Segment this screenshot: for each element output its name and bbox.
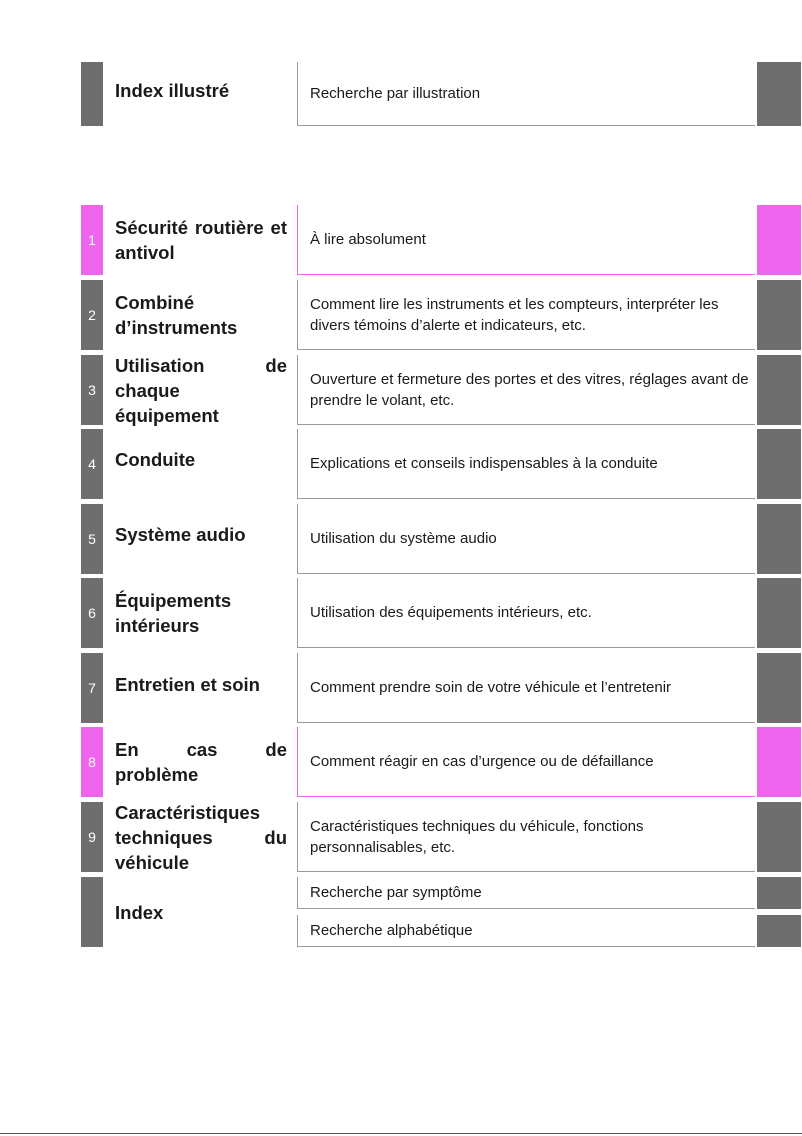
- chapter-title: Combiné d’instruments: [115, 292, 238, 338]
- chapter-edge-tab[interactable]: [757, 504, 801, 574]
- chapter-number-badge: 5: [81, 504, 103, 574]
- chapter-title: Système audio: [115, 524, 246, 545]
- chapter-title: Conduite: [115, 449, 196, 470]
- chapter-row[interactable]: [0, 429, 802, 499]
- chapter-description: Ouverture et fermeture des portes et des vitres, réglages avant de prendre le volant, etc.: [297, 355, 755, 425]
- chapter-description: Utilisation des équipements intérieurs, etc.: [297, 578, 755, 648]
- chapter-edge-tab[interactable]: [757, 653, 801, 723]
- chapter-row[interactable]: [0, 653, 802, 723]
- symptom-edge-tab[interactable]: [757, 877, 801, 909]
- illustrated-index-row[interactable]: [0, 62, 802, 126]
- chapter-row[interactable]: [0, 504, 802, 574]
- chapter-row[interactable]: [0, 727, 802, 797]
- chapter-description: Comment prendre soin de votre véhicule et l’entretenir: [297, 653, 755, 723]
- chapter-row[interactable]: [0, 802, 802, 872]
- chapter-description: Explications et conseils indispensables à la conduite: [297, 429, 755, 499]
- chapter-edge-tab[interactable]: [757, 355, 801, 425]
- chapter-edge-tab[interactable]: [757, 802, 801, 872]
- chapter-row[interactable]: [0, 355, 802, 425]
- illustrated-index-title: Index illustré: [115, 80, 230, 101]
- chapter-description: Comment réagir en cas d’urgence ou de défaillance: [297, 727, 755, 797]
- illustrated-index-description: Recherche par illustration: [297, 62, 755, 126]
- chapter-title: Sécurité routière et antivol: [115, 217, 287, 263]
- chapter-edge-tab[interactable]: [757, 429, 801, 499]
- chapter-title: Caractéristiques techniques du véhicule: [115, 801, 287, 873]
- chapter-number-badge: 6: [81, 578, 103, 648]
- chapter-edge-tab[interactable]: [757, 205, 801, 275]
- chapter-row[interactable]: [0, 578, 802, 648]
- page-bottom-rule: [0, 1133, 802, 1134]
- chapter-number-badge: 3: [81, 355, 103, 425]
- illustrated-index-marker: [81, 62, 103, 126]
- chapter-number-badge: 2: [81, 280, 103, 350]
- chapter-edge-tab[interactable]: [757, 280, 801, 350]
- index-symptom-row[interactable]: [0, 877, 802, 909]
- chapter-title: Équipements intérieurs: [115, 590, 232, 636]
- chapter-number-badge: 8: [81, 727, 103, 797]
- index-alpha-row[interactable]: [0, 915, 802, 947]
- chapter-number-badge: 4: [81, 429, 103, 499]
- chapter-description: Comment lire les instruments et les compteurs, interpréter les divers témoins d’alerte et indicateurs, etc.: [297, 280, 755, 350]
- chapter-number-badge: 9: [81, 802, 103, 872]
- chapter-title: Entretien et soin: [115, 674, 260, 695]
- chapter-title: En cas de problème: [115, 739, 287, 785]
- search-alphabetical[interactable]: Recherche alphabétique: [297, 915, 755, 947]
- chapter-description: Utilisation du système audio: [297, 504, 755, 574]
- alphabetical-edge-tab[interactable]: [757, 915, 801, 947]
- chapter-edge-tab[interactable]: [757, 727, 801, 797]
- illustrated-index-edge-tab[interactable]: [757, 62, 801, 126]
- chapter-title: Utilisation de chaque équipement: [115, 354, 287, 426]
- chapter-description: Caractéristiques techniques du véhicule, fonctions personnalisables, etc.: [297, 802, 755, 872]
- chapter-number-badge: 1: [81, 205, 103, 275]
- chapter-row[interactable]: [0, 205, 802, 275]
- index-title: Index: [115, 901, 164, 923]
- search-by-symptom[interactable]: Recherche par symptôme: [297, 877, 755, 909]
- chapter-description: À lire absolument: [297, 205, 755, 275]
- chapter-row[interactable]: [0, 280, 802, 350]
- chapter-edge-tab[interactable]: [757, 578, 801, 648]
- chapter-number-badge: 7: [81, 653, 103, 723]
